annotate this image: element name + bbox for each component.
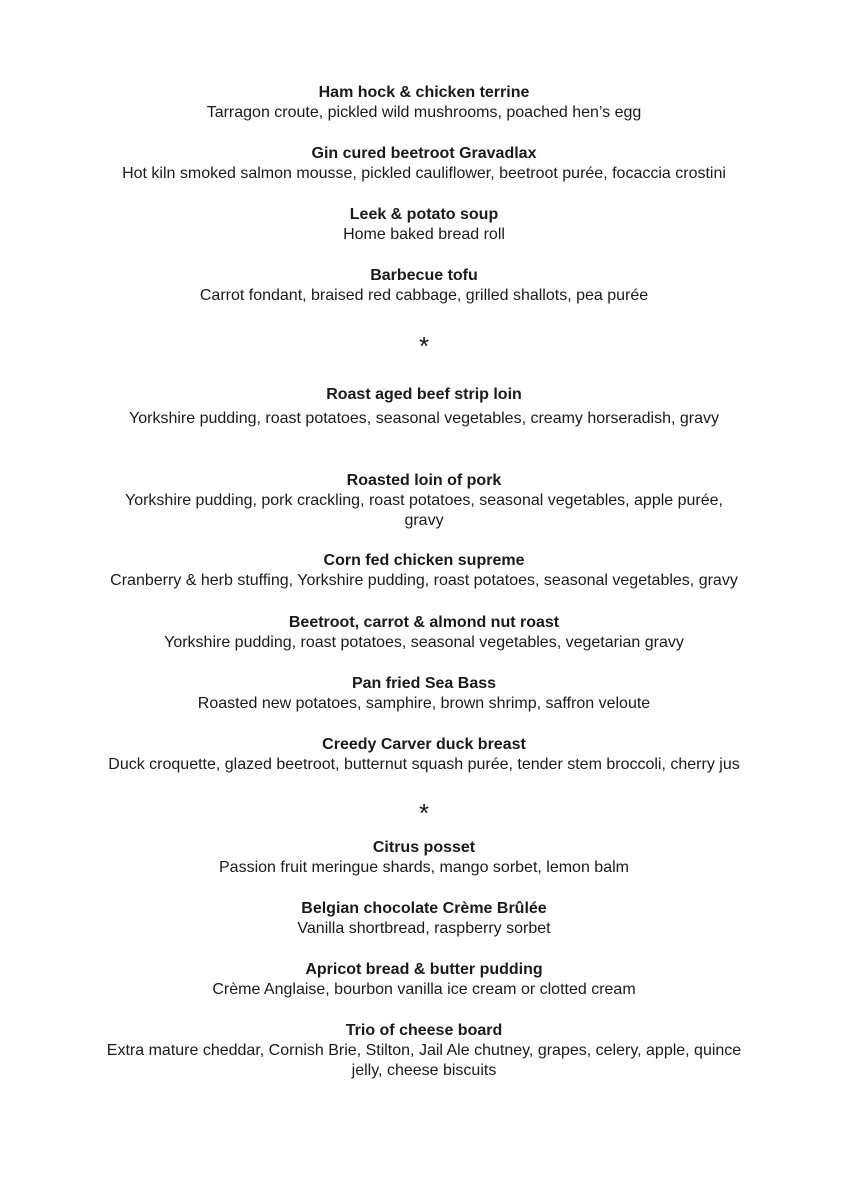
dish-description-continued: jelly, cheese biscuits xyxy=(351,1062,497,1079)
menu-item xyxy=(60,205,788,245)
dish-name: Barbecue tofu xyxy=(370,267,478,284)
menu-item xyxy=(40,551,808,591)
dish-name: Corn fed chicken supreme xyxy=(323,552,525,569)
dish-name: Apricot bread & butter pudding xyxy=(305,961,543,978)
dish-name: Leek & potato soup xyxy=(349,206,499,223)
dish-name: Ham hock & chicken terrine xyxy=(318,84,530,101)
menu-item xyxy=(40,471,808,531)
course-separator: * xyxy=(418,331,430,361)
menu-item xyxy=(60,838,788,878)
menu-item xyxy=(60,960,788,1000)
dish-name: Trio of cheese board xyxy=(345,1022,503,1039)
dish-description: Tarragon croute, pickled wild mushrooms, poached hen’s egg xyxy=(206,104,642,121)
dish-description: Cranberry & herb stuffing, Yorkshire pudding, roast potatoes, seasonal vegetables, gravy xyxy=(110,572,738,589)
course-separator: * xyxy=(418,798,430,828)
dish-description: Carrot fondant, braised red cabbage, grilled shallots, pea purée xyxy=(199,287,649,304)
dish-description: Extra mature cheddar, Cornish Brie, Stilton, Jail Ale chutney, grapes, celery, apple, quince xyxy=(106,1042,742,1059)
dish-name: Beetroot, carrot & almond nut roast xyxy=(288,614,560,631)
dish-name: Gin cured beetroot Gravadlax xyxy=(311,145,537,162)
dish-name: Pan fried Sea Bass xyxy=(351,675,497,692)
menu-item xyxy=(60,266,788,306)
dish-description-continued: gravy xyxy=(404,512,444,529)
dish-description: Home baked bread roll xyxy=(343,226,505,243)
dish-name: Creedy Carver duck breast xyxy=(322,736,526,753)
dish-name: Citrus posset xyxy=(372,839,476,856)
dish-description: Passion fruit meringue shards, mango sorbet, lemon balm xyxy=(219,859,629,876)
dish-description: Roasted new potatoes, samphire, brown shrimp, saffron veloute xyxy=(197,695,651,712)
menu-item xyxy=(40,144,808,184)
dish-description: Yorkshire pudding, roast potatoes, seasonal vegetables, vegetarian gravy xyxy=(164,634,684,651)
menu-item xyxy=(60,83,788,123)
menu-item xyxy=(40,735,808,775)
dish-description: Crème Anglaise, bourbon vanilla ice cream or clotted cream xyxy=(212,981,636,998)
dish-description: Hot kiln smoked salmon mousse, pickled cauliflower, beetroot purée, focaccia crostini xyxy=(122,165,726,182)
menu-item xyxy=(60,613,788,653)
dish-name: Belgian chocolate Crème Brûlée xyxy=(301,900,547,917)
menu-item xyxy=(40,1021,808,1081)
menu-item xyxy=(60,674,788,714)
dish-description: Vanilla shortbread, raspberry sorbet xyxy=(297,920,551,937)
dish-description: Duck croquette, glazed beetroot, butternut squash purée, tender stem broccoli, cherry jus xyxy=(108,756,740,773)
menu-item xyxy=(60,899,788,939)
menu-item xyxy=(60,385,788,429)
dish-description: Yorkshire pudding, pork crackling, roast potatoes, seasonal vegetables, apple purée, xyxy=(124,492,723,509)
dish-name: Roast aged beef strip loin xyxy=(326,386,522,403)
dish-name: Roasted loin of pork xyxy=(346,472,502,489)
dish-description: Yorkshire pudding, roast potatoes, seasonal vegetables, creamy horseradish, gravy xyxy=(129,410,719,427)
